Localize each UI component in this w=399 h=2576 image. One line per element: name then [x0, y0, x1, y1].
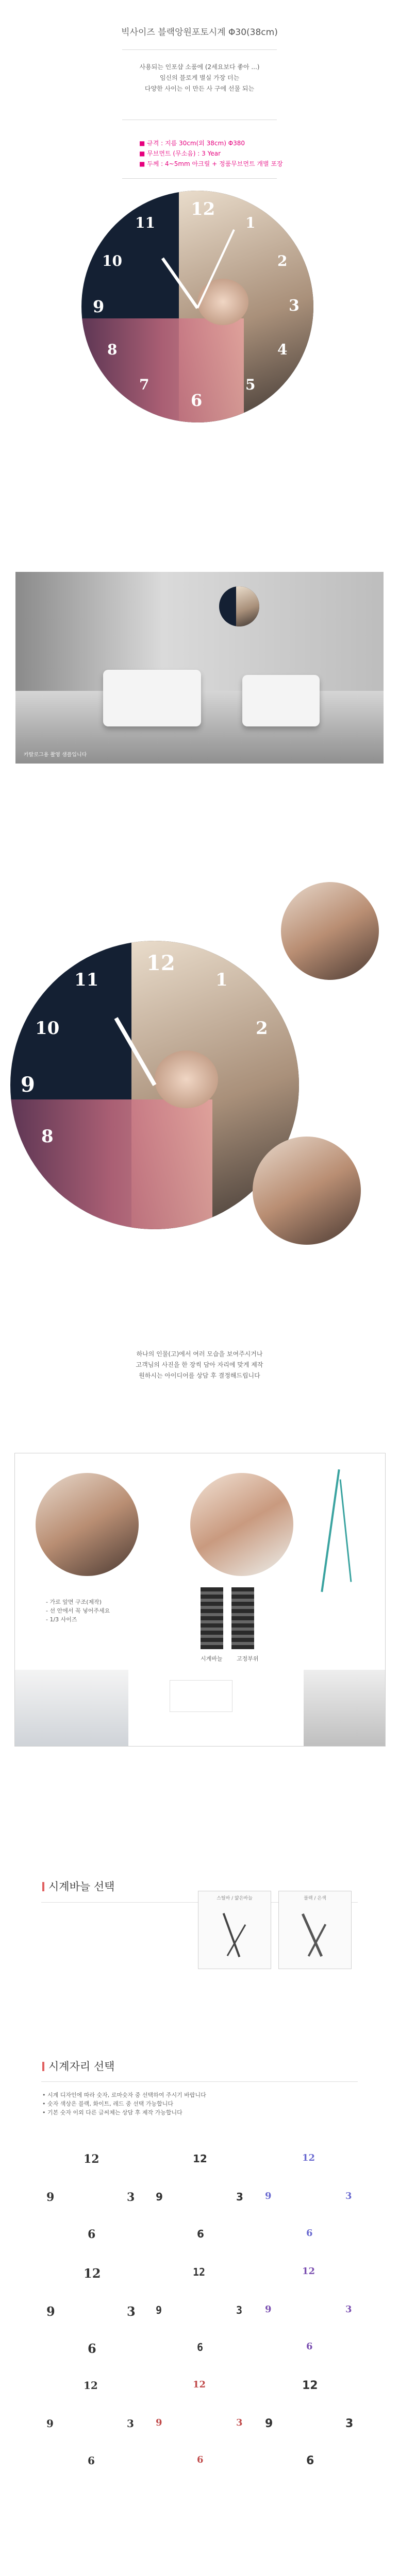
closeup-number-9: 9 — [21, 1073, 35, 1097]
sample-number: 6 — [88, 2341, 96, 2356]
component-notes — [46, 1598, 110, 1624]
intro-line: 다양한 사이는 이 만든 사 구에 선물 되는 — [144, 85, 255, 92]
sample-number: 12 — [302, 2153, 315, 2163]
closeup-number-8: 8 — [41, 1126, 54, 1147]
number-style-option[interactable] — [260, 2262, 358, 2360]
clock-number-9: 9 — [93, 297, 105, 316]
main-clock-image — [81, 191, 313, 422]
clock-number-3: 3 — [289, 297, 300, 315]
armchair — [242, 675, 320, 726]
clock-number-1: 1 — [245, 214, 256, 231]
hanger-photo — [304, 1670, 385, 1746]
heading-bar — [42, 1882, 44, 1891]
product-components-box — [14, 1453, 386, 1747]
number-style-option[interactable] — [41, 2148, 139, 2246]
closeup-face — [155, 1050, 218, 1108]
number-style-option[interactable] — [41, 2375, 139, 2473]
sample-number: 12 — [302, 2379, 318, 2392]
hand-option-label: 스틸바 / 얇은바늘 — [217, 1896, 253, 1901]
numbers-note: • 숫자 색상은 블랙, 화이트, 레드 중 선택 가능합니다 — [42, 2100, 173, 2107]
clock-number-2: 2 — [277, 252, 288, 269]
sample-number: 9 — [156, 2417, 162, 2428]
number-style-option[interactable] — [260, 2148, 358, 2246]
sample-number: 12 — [84, 2266, 101, 2281]
component-note: - 선 안에서 꼭 넣어주세요 — [46, 1607, 110, 1614]
sample-number: 9 — [265, 2191, 272, 2201]
sample-number: 9 — [46, 2304, 55, 2319]
sample-number: 6 — [306, 2228, 313, 2239]
hand-option-2[interactable] — [278, 1891, 352, 1969]
description-line: 고객님의 사진을 한 장씩 담아 자리에 맞게 제작 — [136, 1361, 263, 1368]
sample-number: 12 — [193, 2266, 206, 2278]
sample-number: 6 — [197, 2228, 204, 2240]
sample-number: 12 — [193, 2379, 206, 2390]
component-note: - 1/3 사이즈 — [46, 1616, 77, 1623]
sample-number: 9 — [265, 2417, 273, 2430]
sample-number: 3 — [127, 2417, 134, 2430]
sample-number: 9 — [156, 2304, 162, 2316]
clock-flower-pattern — [81, 318, 244, 423]
divider — [122, 49, 277, 50]
closeup-number-10: 10 — [35, 1018, 60, 1039]
sample-number: 6 — [306, 2341, 313, 2352]
hand-option-1[interactable] — [198, 1891, 271, 1969]
sample-number: 6 — [88, 2228, 96, 2241]
spec-item: ■ 두께 : 4~5mm 아크릴 + 정품무브먼트 개별 포장 — [139, 160, 283, 167]
component-note: - 가로 앞면 구조(제작) — [46, 1599, 102, 1605]
heading-text: 시계바늘 선택 — [48, 1880, 115, 1893]
spec-item: ■ 규격 : 지름 30cm(외 38cm) Φ380 — [139, 140, 245, 147]
part-label: 고정부위 — [237, 1655, 259, 1662]
closeup-number-12: 12 — [146, 951, 175, 975]
sample-number: 6 — [197, 2454, 204, 2465]
clock-number-10: 10 — [102, 252, 122, 269]
sample-number: 3 — [236, 2417, 243, 2428]
number-style-option[interactable] — [41, 2262, 139, 2360]
sample-number: 3 — [236, 2191, 243, 2203]
sample-number: 12 — [84, 2379, 98, 2392]
description-line: 하나의 인물(고)에서 여러 모습을 보여주시거나 — [136, 1350, 263, 1358]
sample-number: 9 — [156, 2191, 163, 2203]
sofa — [103, 670, 201, 726]
heading-bar — [42, 2062, 44, 2071]
clock-number-12: 12 — [191, 199, 215, 219]
number-style-option[interactable] — [151, 2148, 248, 2246]
number-style-grid — [41, 2148, 358, 2478]
sample-number: 6 — [88, 2454, 95, 2467]
heading-text: 시계자리 선택 — [48, 2060, 115, 2073]
page-title: 빅사이즈 블랙앙원포토시계 Φ30(38cm) — [121, 27, 278, 38]
divider — [41, 2081, 358, 2082]
sample-number: 3 — [127, 2191, 135, 2204]
clock-number-4: 4 — [277, 341, 288, 358]
sample-number: 6 — [197, 2341, 204, 2353]
intro-text — [0, 62, 399, 94]
section-heading-numbers — [42, 2058, 114, 2074]
intro-line: 임신의 블로게 별실 가장 더는 — [159, 74, 240, 81]
clock-closeup-flowers — [10, 1099, 212, 1229]
numbers-notes — [42, 2091, 206, 2117]
clock-number-7: 7 — [139, 376, 149, 393]
movement-part — [231, 1587, 254, 1649]
spec-list — [139, 138, 283, 169]
detail-portrait-bottom — [253, 1137, 361, 1245]
sample-number: 3 — [127, 2304, 136, 2319]
sample-number: 9 — [265, 2304, 272, 2315]
movement-part — [201, 1587, 223, 1649]
description-line: 원하시는 아이디어를 상담 후 결정해드립니다 — [139, 1372, 260, 1379]
wall-clock — [219, 586, 259, 626]
closeup-number-11: 11 — [74, 970, 99, 990]
spec-item: ■ 무브먼트 (무소음) : 3 Year — [139, 150, 221, 157]
sample-number: 3 — [345, 2417, 354, 2430]
clock-number-6: 6 — [191, 391, 203, 410]
portrait-face — [197, 279, 248, 325]
sample-number: 3 — [345, 2304, 352, 2315]
part-label: 시계바늘 — [201, 1655, 223, 1662]
clock-number-8: 8 — [107, 341, 118, 358]
movement-detail — [170, 1680, 232, 1712]
intro-line: 사용되는 인포샵 소품에 (2세요보다 좋아 ...) — [139, 63, 260, 71]
sample-number: 9 — [46, 2417, 54, 2430]
clock-hand-part — [321, 1469, 340, 1592]
component-circle-wedding — [190, 1473, 293, 1576]
sample-number: 12 — [193, 2153, 207, 2165]
wall-clock-photo — [236, 586, 259, 626]
clock-number-5: 5 — [245, 376, 256, 393]
number-style-option[interactable] — [151, 2375, 248, 2473]
sample-number: 12 — [302, 2266, 315, 2277]
sample-number: 9 — [46, 2191, 55, 2204]
sample-number: 12 — [84, 2153, 99, 2166]
divider — [122, 178, 277, 179]
numbers-note: • 시계 디자인에 따라 숫자, 로마숫자 중 선택하여 주시기 바랍니다 — [42, 2092, 206, 2098]
sample-number: 3 — [345, 2191, 352, 2201]
clock-hand-part — [340, 1479, 352, 1582]
closeup-number-2: 2 — [256, 1018, 268, 1039]
movement-photo — [15, 1670, 128, 1746]
number-style-option[interactable] — [260, 2375, 358, 2473]
hand-option-label: 블랙 / 은색 — [304, 1896, 326, 1901]
numbers-note: • 기본 숫자 이외 다른 글씨체는 상담 후 제작 가능합니다 — [42, 2109, 182, 2116]
closeup-number-1: 1 — [215, 970, 228, 990]
sample-number: 3 — [236, 2304, 243, 2316]
room-scene-image — [15, 572, 384, 764]
section-heading-hands — [42, 1878, 114, 1894]
description-text — [0, 1349, 399, 1381]
room-caption: 카탈로그용 촬영 샘플입니다 — [24, 752, 87, 758]
component-circle-couple — [36, 1473, 139, 1576]
number-style-option[interactable] — [151, 2262, 248, 2360]
clock-number-11: 11 — [135, 214, 155, 231]
sample-number: 6 — [306, 2454, 314, 2467]
